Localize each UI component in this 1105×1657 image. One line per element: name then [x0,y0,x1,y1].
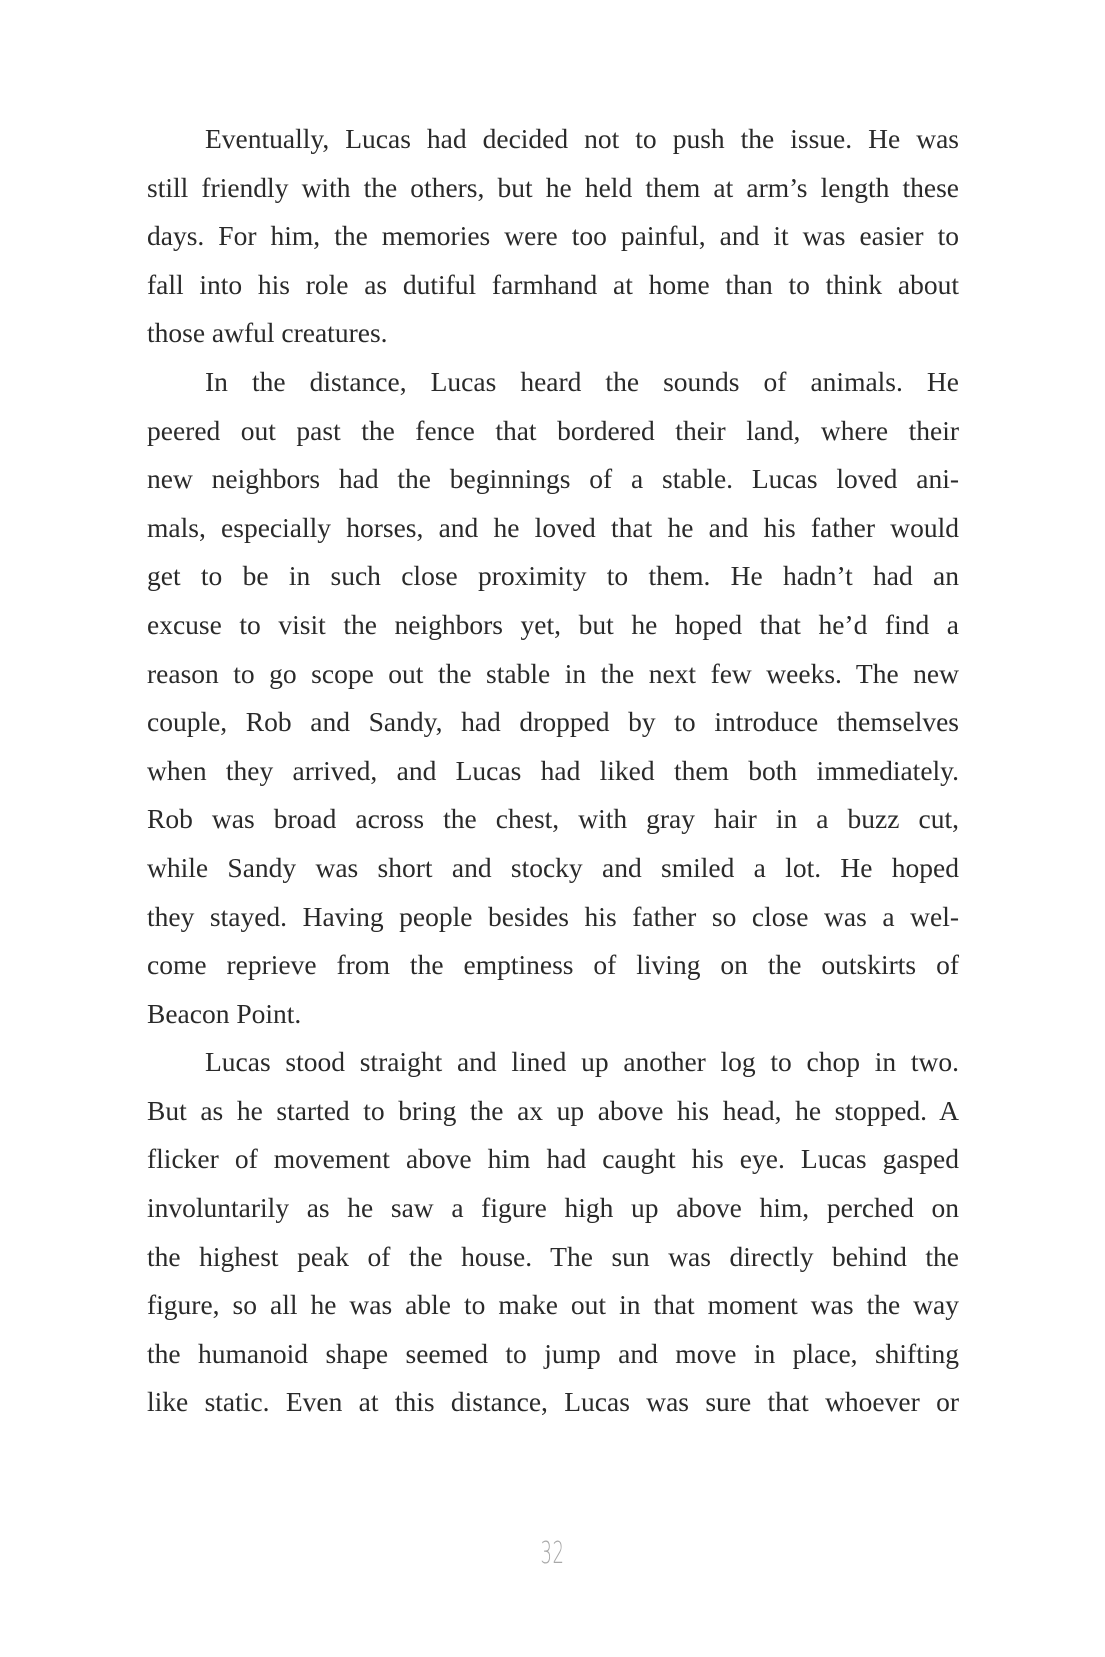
text-line: the humanoid shape seemed to jump and move in place, shifting [147,1337,959,1369]
text-line: new neighbors had the beginnings of a stable. Lucas loved ani- [147,463,959,495]
text-line: when they arrived, and Lucas had liked them both immediately. [147,754,959,786]
text-line: get to be in such close proximity to them. He hadn’t had an [147,560,959,592]
text-line: those awful creatures. [147,317,388,349]
text-line: still friendly with the others, but he held them at arm’s length these [147,171,959,203]
text-line: mals, especially horses, and he loved that he and his father would [147,511,959,543]
text-line: In the distance, Lucas heard the sounds of animals. He [205,365,959,397]
text-line: fall into his role as dutiful farmhand at home than to think about [147,268,959,300]
text-line: days. For him, the memories were too painful, and it was easier to [147,220,959,252]
text-line: reason to go scope out the stable in the next few weeks. The new [147,657,959,689]
page-number: 32 [540,1536,565,1571]
paragraph [147,1038,959,1427]
text-line: like static. Even at this distance, Lucas was sure that whoever or [147,1386,959,1418]
paragraph [147,358,959,1038]
text-line: peered out past the fence that bordered their land, where their [147,414,959,446]
paragraph [147,115,959,358]
text-line: Beacon Point. [147,997,302,1029]
text-line: come reprieve from the emptiness of living on the outskirts of [147,949,959,981]
text-line: while Sandy was short and stocky and smiled a lot. He hoped [147,851,959,883]
text-line: the highest peak of the house. The sun was directly behind the [147,1240,959,1272]
body-text [147,115,959,1427]
text-line: But as he started to bring the ax up above his head, he stopped. A [147,1094,959,1126]
text-line: Eventually, Lucas had decided not to push the issue. He was [205,123,959,154]
text-line: Rob was broad across the chest, with gray hair in a buzz cut, [147,803,959,835]
text-line: involuntarily as he saw a figure high up above him, perched on [147,1192,959,1224]
text-line: figure, so all he was able to make out in that moment was the way [147,1289,959,1321]
text-line: couple, Rob and Sandy, had dropped by to introduce themselves [147,706,959,738]
text-line: excuse to visit the neighbors yet, but he hoped that he’d find a [147,608,959,640]
text-line: flicker of movement above him had caught his eye. Lucas gasped [147,1143,959,1175]
text-line: Lucas stood straight and lined up another log to chop in two. [205,1046,959,1078]
text-line: they stayed. Having people besides his father so close was a wel- [147,900,959,932]
